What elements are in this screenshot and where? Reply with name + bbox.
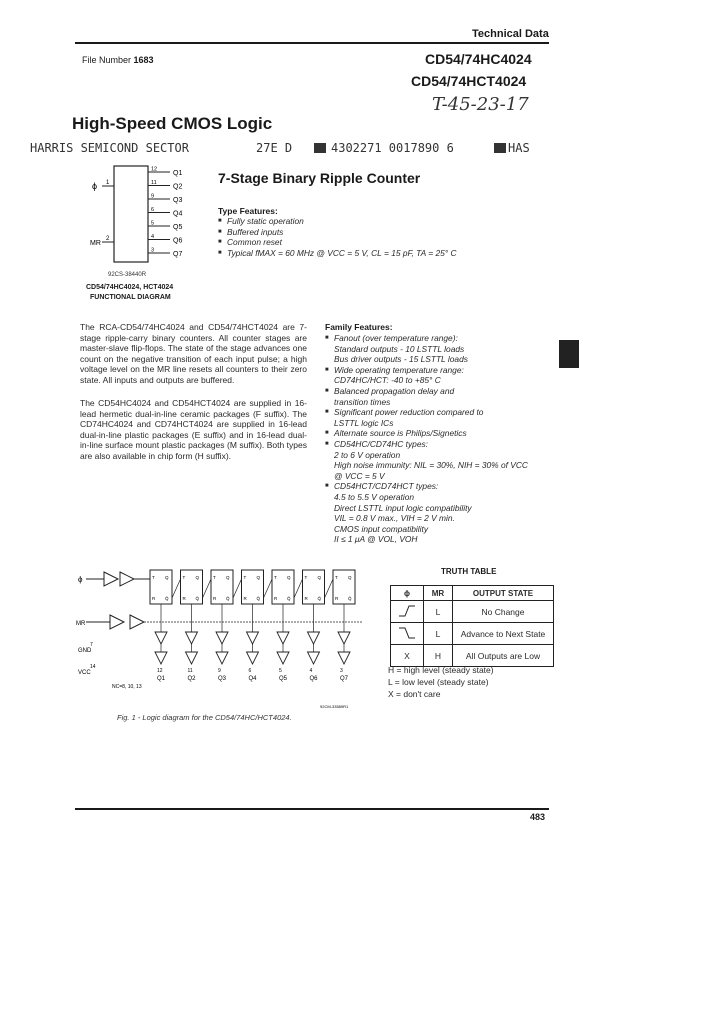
output-buffer xyxy=(247,652,259,664)
output-pin: 4 xyxy=(309,668,313,674)
header-rule xyxy=(75,42,549,44)
list-item: ■ CD54HCT/CD74HCT types: xyxy=(325,481,528,492)
tt-header-clock: ϕ xyxy=(391,586,424,601)
list-item: ■ Significant power reduction compared to xyxy=(325,407,528,418)
stamp-code3: HAS xyxy=(508,141,530,155)
ripple-wire xyxy=(325,579,334,598)
fd-caption-2: FUNCTIONAL DIAGRAM xyxy=(90,294,171,301)
tt-cell-mr: L xyxy=(424,623,453,645)
logic-diagram-caption: Fig. 1 - Logic diagram for the CD54/74HC/HCT4024. xyxy=(117,713,292,722)
ld-gnd-label: GND xyxy=(78,648,92,654)
tt-cell-state: No Change xyxy=(453,601,554,623)
ld-vcc-label: VCC xyxy=(78,670,91,676)
stamp-code1: 27E D xyxy=(256,141,293,155)
fd-output-label: Q5 xyxy=(173,224,183,231)
list-item: ■ Fully static operation xyxy=(218,216,457,227)
list-item: High noise immunity: NIL = 30%, NIH = 30% of VCC xyxy=(334,460,528,471)
fd-output-pin: 12 xyxy=(151,166,158,173)
list-item: ■ CD54HC/CD74HC types: xyxy=(325,439,528,450)
list-item: Direct LSTTL input logic compatibility xyxy=(334,502,472,513)
output-buffer xyxy=(186,652,198,664)
output-buffer xyxy=(216,632,228,644)
file-number-value: 1683 xyxy=(133,55,154,65)
page-number: 483 xyxy=(530,812,546,822)
output-pin: 6 xyxy=(248,668,252,674)
fd-mr-pin: 2 xyxy=(106,236,110,242)
truth-table xyxy=(390,585,554,667)
output-label: Q2 xyxy=(187,676,196,682)
ff-label-qbar: Q̄ xyxy=(256,596,261,601)
description-para-1: The RCA-CD54/74HC4024 and CD54/74HCT4024 are 7-stage ripple-carry binary counters. All counter stages are master-slave flip-flops. The state of the stage advances one count on the negative transition of each input pulse; a high voltage level on the MR line resets all counters to their zero state. All inputs and outputs are buffered. xyxy=(80,322,307,385)
ff-label-t: T xyxy=(335,575,338,580)
fd-code: 92CS-38440R xyxy=(108,272,147,278)
fd-output-label: Q2 xyxy=(173,183,183,191)
ff-label-r: R xyxy=(213,596,217,601)
output-pin: 3 xyxy=(340,668,343,674)
truth-table-title: TRUTH TABLE xyxy=(441,567,497,576)
subtitle: 7-Stage Binary Ripple Counter xyxy=(218,170,421,186)
ff-label-qbar: Q̄ xyxy=(165,596,169,601)
ff-label-q: Q xyxy=(287,575,291,580)
tt-cell-state: All Outputs are Low xyxy=(453,645,554,667)
output-label: Q1 xyxy=(157,676,166,682)
table-row xyxy=(391,645,554,667)
fd-output-label: Q6 xyxy=(173,237,183,245)
output-label: Q4 xyxy=(248,676,257,682)
ff-label-r: R xyxy=(152,596,156,601)
fd-output-pin: 5 xyxy=(151,220,155,227)
part-number-2: CD54/74HCT4024 xyxy=(411,73,527,89)
handwritten-code: T-45-23-17 xyxy=(432,94,529,115)
tt-header-state: OUTPUT STATE xyxy=(453,586,554,601)
list-item: ■ Alternate source is Philips/Signetics xyxy=(325,428,528,439)
ff-label-qbar: Q̄ xyxy=(348,596,352,601)
output-label: Q5 xyxy=(279,676,288,682)
functional-outputs xyxy=(148,167,182,259)
fd-output-pin: 9 xyxy=(151,193,155,200)
list-item: ■ Common reset xyxy=(218,237,457,248)
truth-table-header-row xyxy=(391,586,554,601)
list-item: 2 to 6 V operation xyxy=(334,449,401,460)
output-buffer xyxy=(216,652,228,664)
fd-caption-1: CD54/74HC4024, HCT4024 xyxy=(86,284,174,291)
footer-rule xyxy=(75,808,549,810)
tt-cell-mr: H xyxy=(424,645,453,667)
file-number xyxy=(82,55,154,65)
tt-legend-l: L = low level (steady state) xyxy=(388,677,489,687)
logic-diagram xyxy=(72,560,372,710)
ripple-wire xyxy=(294,579,303,598)
fd-output-pin: 4 xyxy=(151,234,155,240)
ff-label-q: Q xyxy=(348,575,352,580)
fd-output-label: Q7 xyxy=(173,251,183,258)
fd-output-label: Q4 xyxy=(173,210,183,218)
section-tab-marker xyxy=(559,340,579,368)
list-item: CD74HC/HCT: -40 to +85° C xyxy=(334,375,441,386)
ff-label-q: Q xyxy=(256,575,261,580)
list-item: ■ Buffered inputs xyxy=(218,227,457,238)
ff-label-q: Q xyxy=(226,575,230,580)
list-item: II ≤ 1 μA @ VOL, VOH xyxy=(334,534,418,545)
fd-output-label: Q3 xyxy=(173,197,183,204)
stamp-mark-2 xyxy=(494,143,506,153)
output-label: Q3 xyxy=(218,676,227,682)
fd-output-pin: 3 xyxy=(151,247,155,254)
tt-cell-state: Advance to Next State xyxy=(453,623,554,645)
fd-output-pin: 11 xyxy=(151,180,157,186)
list-item: LSTTL logic ICs xyxy=(334,417,394,428)
functional-diagram xyxy=(80,160,200,272)
output-buffer xyxy=(247,632,259,644)
section-label: Technical Data xyxy=(472,28,549,40)
ld-mr-buffer-2 xyxy=(130,615,144,629)
ld-nc-label: NC=8, 10, 13 xyxy=(112,684,142,690)
tt-cell-mr: L xyxy=(424,601,453,623)
ff-label-qbar: Q̄ xyxy=(287,596,291,601)
ff-label-t: T xyxy=(213,575,216,580)
ld-phi-buffer-2 xyxy=(120,572,134,586)
ld-mr-buffer-1 xyxy=(110,615,124,629)
output-buffer xyxy=(338,632,350,644)
tt-header-mr: MR xyxy=(424,586,453,601)
ld-phi-buffer-1 xyxy=(104,572,118,586)
output-pin: 9 xyxy=(218,668,221,674)
ff-label-t: T xyxy=(274,575,277,580)
ld-code: 92CM-33589R1 xyxy=(320,704,349,709)
output-buffer xyxy=(277,652,289,664)
tt-legend-h: H = high level (steady state) xyxy=(388,665,494,675)
functional-block xyxy=(114,166,148,262)
ff-label-q: Q xyxy=(317,575,322,580)
logic-stages xyxy=(150,570,355,682)
tt-legend-x: X = don't care xyxy=(388,689,441,699)
output-pin: 11 xyxy=(187,668,193,674)
output-label: Q6 xyxy=(309,676,318,682)
ripple-wire xyxy=(264,579,273,598)
output-buffer xyxy=(308,652,320,664)
list-item: ■ Wide operating temperature range: xyxy=(325,365,528,376)
stamp-code2: 4302271 0017890 6 xyxy=(331,141,454,155)
ff-label-qbar: Q̄ xyxy=(226,596,230,601)
type-features-list xyxy=(218,216,457,258)
list-item: 4.5 to 5.5 V operation xyxy=(334,491,415,502)
family-features-list xyxy=(325,333,528,545)
ld-gnd-pin: 7 xyxy=(90,642,93,648)
ff-label-t: T xyxy=(182,575,186,580)
fd-output-pin: 6 xyxy=(151,207,155,213)
list-item: ■ Balanced propagation delay and xyxy=(325,386,528,397)
ff-label-qbar: Q̄ xyxy=(317,596,322,601)
output-buffer xyxy=(277,632,289,644)
tt-clock-rise-icon xyxy=(391,601,424,623)
ripple-wire xyxy=(233,579,242,598)
output-buffer xyxy=(155,632,167,644)
description-para-2: The CD54HC4024 and CD54HCT4024 are supplied in 16-lead hermetic dual-in-line ceramic packages (F suffix). The CD74HC4024 and CD74HCT4024 are supplied in 16-lead dual-in-line plastic packages (E suffix) and in 16-lead dual-in-line surface mount plastic packages (M suffix). Both types are also available in chip form (H suffix). xyxy=(80,398,307,461)
table-row xyxy=(391,623,554,645)
ld-phi-label: ϕ xyxy=(78,575,83,584)
fd-mr-label: MR xyxy=(90,240,101,247)
ff-label-r: R xyxy=(304,596,308,601)
ff-label-t: T xyxy=(243,575,247,580)
ld-mr-label: MR xyxy=(76,621,86,627)
output-pin: 5 xyxy=(279,668,282,674)
ff-label-r: R xyxy=(182,596,186,601)
page-title: High-Speed CMOS Logic xyxy=(72,114,273,133)
ripple-wire xyxy=(172,579,181,598)
ff-label-q: Q xyxy=(165,575,169,580)
ff-label-q: Q xyxy=(195,575,200,580)
list-item: Bus driver outputs - 15 LSTTL loads xyxy=(334,354,468,365)
tt-cell-clock: X xyxy=(391,645,424,667)
stamp-company: HARRIS SEMICOND SECTOR xyxy=(30,141,189,155)
list-item: transition times xyxy=(334,396,391,407)
type-features-heading: Type Features: xyxy=(218,206,278,216)
fd-phi-pin: 1 xyxy=(106,180,110,186)
list-item: @ VCC = 5 V xyxy=(334,470,385,481)
stamp-mark xyxy=(314,143,326,153)
ff-label-t: T xyxy=(152,575,155,580)
output-buffer xyxy=(338,652,350,664)
output-buffer xyxy=(155,652,167,664)
ff-label-r: R xyxy=(335,596,339,601)
list-item: ■ Fanout (over temperature range): xyxy=(325,333,528,344)
file-number-label: File Number xyxy=(82,55,132,65)
fd-output-label: Q1 xyxy=(173,170,183,177)
ff-label-r: R xyxy=(243,596,247,601)
list-item: ■ Typical fMAX = 60 MHz @ VCC = 5 V, CL = 15 pF, TA = 25° C xyxy=(218,248,457,259)
family-features-heading: Family Features: xyxy=(325,322,393,332)
tt-clock-fall-icon xyxy=(391,623,424,645)
fd-phi-label: ϕ xyxy=(92,181,98,191)
output-buffer xyxy=(308,632,320,644)
output-pin: 12 xyxy=(157,668,163,674)
list-item: CMOS input compatibility xyxy=(334,523,429,534)
output-label: Q7 xyxy=(340,676,349,682)
output-buffer xyxy=(186,632,198,644)
list-item: VIL = 0.8 V max., VIH = 2 V min. xyxy=(334,513,455,524)
ff-label-r: R xyxy=(274,596,278,601)
ripple-wire xyxy=(203,579,212,598)
ff-label-t: T xyxy=(304,575,308,580)
part-number-1: CD54/74HC4024 xyxy=(425,51,532,67)
table-row xyxy=(391,601,554,623)
ld-vcc-pin: 14 xyxy=(90,664,96,670)
list-item: Standard outputs - 10 LSTTL loads xyxy=(334,343,465,354)
ff-label-qbar: Q̄ xyxy=(195,596,200,601)
